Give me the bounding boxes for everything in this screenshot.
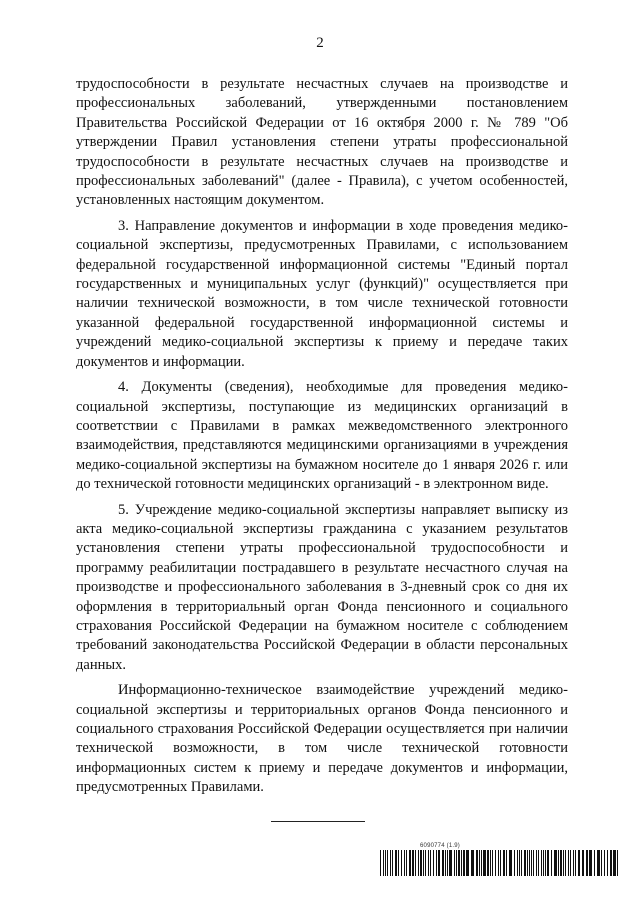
document-body [76, 75, 568, 798]
paragraph-continuation: трудоспособности в результате несчастных случаев на производстве и профессиональных заболеваний, утвержденными постановлением Правительства Российской Федерации от 16 октября 2000 г. № 789 "Об утверждении Правил установления степени утраты профессиональной трудоспособности в результате несчастных случаев на производстве и профессиональных заболеваний" (далее - Правила), с учетом особенностей, установленных настоящим документом. [76, 76, 568, 209]
paragraph-info-interaction: Информационно-техническое взаимодействие учреждений медико-социальной экспертизы и территориальных органов Фонда пенсионного и социального страхования Российской Федерации осуществляется при наличии технической возможности, в том числе технической готовности информационных систем к приему и передаче документов и информации, предусмотренных Правилами. [76, 682, 568, 796]
barcode-image [380, 850, 620, 876]
page-number: 2 [316, 35, 324, 51]
document-code: 6090774 (1.9) [420, 843, 460, 849]
end-separator-line [271, 821, 365, 822]
paragraph-item-5: 5. Учреждение медико-социальной экспертизы направляет выписку из акта медико-социальной экспертизы гражданина с указанием результатов установления степени утраты профессиональной трудоспособности и программу реабилитации пострадавшего в результате несчастного случая на производстве и профессионального заболевания в 3-дневный срок со дня их оформления в территориальный орган Фонда пенсионного и социального страхования Российской Федерации на бумажном носителе с соблюдением требований законодательства Российской Федерации в области персональных данных. [76, 501, 568, 673]
paragraph-item-4: 4. Документы (сведения), необходимые для проведения медико-социальной экспертизы, поступающие из медицинских организаций в соответствии с Правилами в рамках межведомственного электронного взаимодействия, представляются медицинскими организациями в учреждения медико-социальной экспертизы на бумажном носителе до 1 января 2026 г. или до технической готовности медицинских организаций - в электронном виде. [76, 379, 568, 493]
paragraph-item-3: 3. Направление документов и информации в ходе проведения медико-социальной экспертизы, предусмотренных Правилами, с использованием федеральной государственной информационной системы "Единый портал государственных и муниципальных услуг (функций)" осуществляется при наличии технической возможности, в том числе технической готовности указанной федеральной государственной информационной системы и учреждений медико-социальной экспертизы к приему и передаче таких документов и информации. [76, 217, 568, 370]
